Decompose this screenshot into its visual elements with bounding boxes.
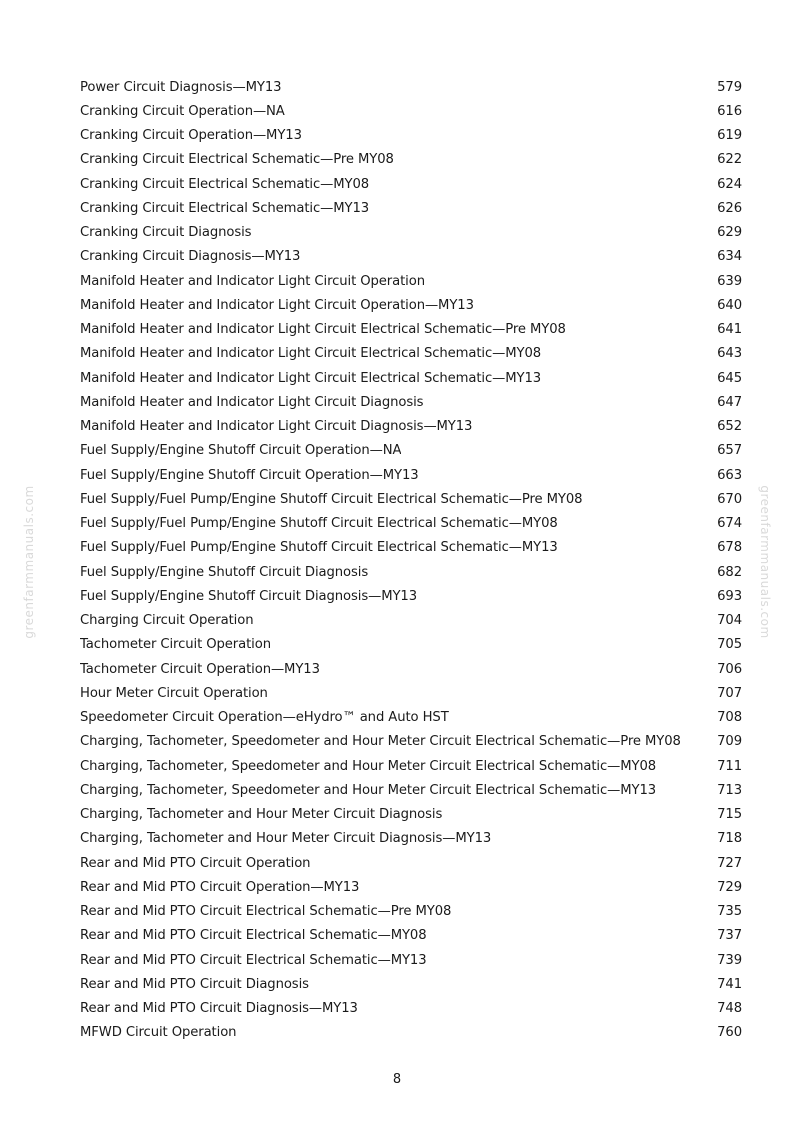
toc-entry-page: 715	[717, 807, 742, 823]
toc-entry-page: 729	[717, 879, 742, 895]
toc-entry-title: Fuel Supply/Fuel Pump/Engine Shutoff Circuit Electrical Schematic—Pre MY08	[80, 491, 583, 507]
toc-entry-title: Rear and Mid PTO Circuit Diagnosis—MY13	[80, 1001, 358, 1017]
toc-entry[interactable]	[80, 390, 742, 414]
toc-entry[interactable]	[80, 196, 742, 220]
toc-entry-page: 652	[717, 419, 742, 435]
toc-entry[interactable]	[80, 536, 742, 560]
toc-entry-title: Manifold Heater and Indicator Light Circuit Electrical Schematic—MY13	[80, 370, 542, 386]
toc-entry-title: Cranking Circuit Diagnosis	[80, 225, 252, 241]
toc-entry[interactable]	[80, 487, 742, 511]
toc-entry-page: 657	[717, 443, 742, 459]
toc-entry[interactable]	[80, 875, 742, 899]
toc-entry-page: 634	[717, 249, 742, 265]
toc-entry-title: Manifold Heater and Indicator Light Circuit Electrical Schematic—MY08	[80, 346, 542, 362]
toc-entry[interactable]	[80, 342, 742, 366]
toc-entry-title: Manifold Heater and Indicator Light Circuit Electrical Schematic—Pre MY08	[80, 322, 566, 338]
toc-entry[interactable]	[80, 172, 742, 196]
toc-entry-page: 641	[717, 322, 742, 338]
toc-entry-page: 626	[717, 200, 742, 216]
toc-entry-title: Speedometer Circuit Operation—eHydro™ and Auto HST	[80, 710, 449, 726]
toc-entry-title: Hour Meter Circuit Operation	[80, 685, 268, 701]
toc-entry-title: Charging, Tachometer and Hour Meter Circuit Diagnosis—MY13	[80, 831, 492, 847]
toc-entry[interactable]	[80, 99, 742, 123]
toc-entry-title: Fuel Supply/Fuel Pump/Engine Shutoff Circuit Electrical Schematic—MY08	[80, 516, 558, 532]
toc-entry-title: Fuel Supply/Engine Shutoff Circuit Diagnosis	[80, 564, 369, 580]
toc-entry-page: 674	[717, 516, 742, 532]
toc-entry[interactable]	[80, 900, 742, 924]
toc-entry-title: Manifold Heater and Indicator Light Circuit Operation	[80, 273, 425, 289]
toc-entry-page: 704	[717, 613, 742, 629]
toc-entry[interactable]	[80, 972, 742, 996]
toc-entry[interactable]	[80, 657, 742, 681]
toc-entry[interactable]	[80, 1021, 742, 1045]
toc-entry-title: Cranking Circuit Electrical Schematic—MY08	[80, 176, 370, 192]
toc-entry[interactable]	[80, 124, 742, 148]
toc-entry-title: Charging, Tachometer and Hour Meter Circuit Diagnosis	[80, 807, 443, 823]
toc-entry-page: 645	[717, 370, 742, 386]
toc-entry-page: 706	[717, 661, 742, 677]
toc-entry-title: Cranking Circuit Operation—MY13	[80, 128, 302, 144]
toc-entry-page: 619	[717, 128, 742, 144]
toc-entry[interactable]	[80, 851, 742, 875]
toc-entry-page: 760	[717, 1025, 742, 1041]
toc-entry-page: 622	[717, 152, 742, 168]
toc-entry-page: 579	[717, 79, 742, 95]
toc-entry-title: Fuel Supply/Engine Shutoff Circuit Operation—NA	[80, 443, 402, 459]
toc-entry-page: 709	[717, 734, 742, 750]
toc-entry-page: 682	[717, 564, 742, 580]
toc-entry-page: 643	[717, 346, 742, 362]
toc-entry-title: Manifold Heater and Indicator Light Circuit Operation—MY13	[80, 297, 474, 313]
toc-entry-title: Charging Circuit Operation	[80, 613, 254, 629]
toc-entry[interactable]	[80, 221, 742, 245]
toc-entry[interactable]	[80, 75, 742, 99]
toc-entry[interactable]	[80, 148, 742, 172]
toc-entry-page: 639	[717, 273, 742, 289]
toc-entry-title: Charging, Tachometer, Speedometer and Hour Meter Circuit Electrical Schematic—MY13	[80, 782, 657, 798]
toc-entry[interactable]	[80, 730, 742, 754]
toc-entry-page: 748	[717, 1001, 742, 1017]
toc-entry-title: Power Circuit Diagnosis—MY13	[80, 79, 282, 95]
toc-entry-title: Cranking Circuit Diagnosis—MY13	[80, 249, 301, 265]
toc-entry-page: 624	[717, 176, 742, 192]
toc-entry[interactable]	[80, 560, 742, 584]
toc-entry-title: Rear and Mid PTO Circuit Electrical Schematic—MY13	[80, 952, 427, 968]
toc-entry-page: 693	[717, 588, 742, 604]
toc-entry-page: 708	[717, 710, 742, 726]
watermark-left: greenfarmmanuals.com	[22, 485, 36, 639]
toc-entry[interactable]	[80, 827, 742, 851]
toc-entry-page: 718	[717, 831, 742, 847]
toc-entry[interactable]	[80, 269, 742, 293]
toc-entry[interactable]	[80, 948, 742, 972]
toc-entry[interactable]	[80, 754, 742, 778]
toc-entry-page: 727	[717, 855, 742, 871]
toc-entry-title: Tachometer Circuit Operation—MY13	[80, 661, 320, 677]
toc-entry-page: 629	[717, 225, 742, 241]
toc-entry[interactable]	[80, 778, 742, 802]
toc-entry-page: 739	[717, 952, 742, 968]
toc-entry[interactable]	[80, 439, 742, 463]
toc-entry-page: 678	[717, 540, 742, 556]
toc-entry-title: Cranking Circuit Electrical Schematic—MY13	[80, 200, 370, 216]
toc-entry-title: Cranking Circuit Electrical Schematic—Pre MY08	[80, 152, 394, 168]
toc-entry[interactable]	[80, 584, 742, 608]
toc-entry[interactable]	[80, 293, 742, 317]
toc-entry-title: Rear and Mid PTO Circuit Operation—MY13	[80, 879, 360, 895]
toc-entry-title: Fuel Supply/Engine Shutoff Circuit Diagnosis—MY13	[80, 588, 418, 604]
toc-entry-title: Rear and Mid PTO Circuit Diagnosis	[80, 976, 309, 992]
toc-entry-page: 647	[717, 394, 742, 410]
toc-entry[interactable]	[80, 415, 742, 439]
toc-entry[interactable]	[80, 706, 742, 730]
toc-entry[interactable]	[80, 318, 742, 342]
toc-entry[interactable]	[80, 997, 742, 1021]
toc-entry-page: 711	[717, 758, 742, 774]
toc-entry-title: Rear and Mid PTO Circuit Operation	[80, 855, 311, 871]
toc-entry[interactable]	[80, 681, 742, 705]
toc-entry-page: 616	[717, 103, 742, 119]
toc-entry[interactable]	[80, 512, 742, 536]
toc-entry-title: Rear and Mid PTO Circuit Electrical Schematic—MY08	[80, 928, 427, 944]
toc-entry[interactable]	[80, 924, 742, 948]
toc-entry[interactable]	[80, 245, 742, 269]
watermark-right: greenfarmmanuals.com	[758, 485, 772, 639]
toc-entry-page: 707	[717, 685, 742, 701]
toc-entry-title: Rear and Mid PTO Circuit Electrical Schematic—Pre MY08	[80, 904, 452, 920]
toc-entry-page: 741	[717, 976, 742, 992]
toc-entry[interactable]	[80, 633, 742, 657]
toc-entry[interactable]	[80, 463, 742, 487]
table-of-contents	[80, 75, 742, 1045]
toc-entry-page: 737	[717, 928, 742, 944]
toc-entry-page: 670	[717, 491, 742, 507]
toc-entry-page: 735	[717, 904, 742, 920]
toc-entry-title: MFWD Circuit Operation	[80, 1025, 237, 1041]
toc-entry-title: Cranking Circuit Operation—NA	[80, 103, 285, 119]
toc-entry-title: Manifold Heater and Indicator Light Circuit Diagnosis—MY13	[80, 419, 473, 435]
toc-entry-title: Fuel Supply/Fuel Pump/Engine Shutoff Circuit Electrical Schematic—MY13	[80, 540, 558, 556]
toc-entry-title: Manifold Heater and Indicator Light Circuit Diagnosis	[80, 394, 424, 410]
toc-entry-page: 640	[717, 297, 742, 313]
toc-entry[interactable]	[80, 609, 742, 633]
toc-entry[interactable]	[80, 366, 742, 390]
toc-entry-title: Charging, Tachometer, Speedometer and Hour Meter Circuit Electrical Schematic—Pre MY08	[80, 734, 681, 750]
page-number: 8	[392, 1072, 402, 1087]
toc-entry-page: 713	[717, 782, 742, 798]
toc-entry-title: Tachometer Circuit Operation	[80, 637, 271, 653]
toc-entry-title: Fuel Supply/Engine Shutoff Circuit Operation—MY13	[80, 467, 419, 483]
toc-entry-page: 663	[717, 467, 742, 483]
toc-entry[interactable]	[80, 803, 742, 827]
toc-entry-page: 705	[717, 637, 742, 653]
toc-entry-title: Charging, Tachometer, Speedometer and Hour Meter Circuit Electrical Schematic—MY08	[80, 758, 657, 774]
